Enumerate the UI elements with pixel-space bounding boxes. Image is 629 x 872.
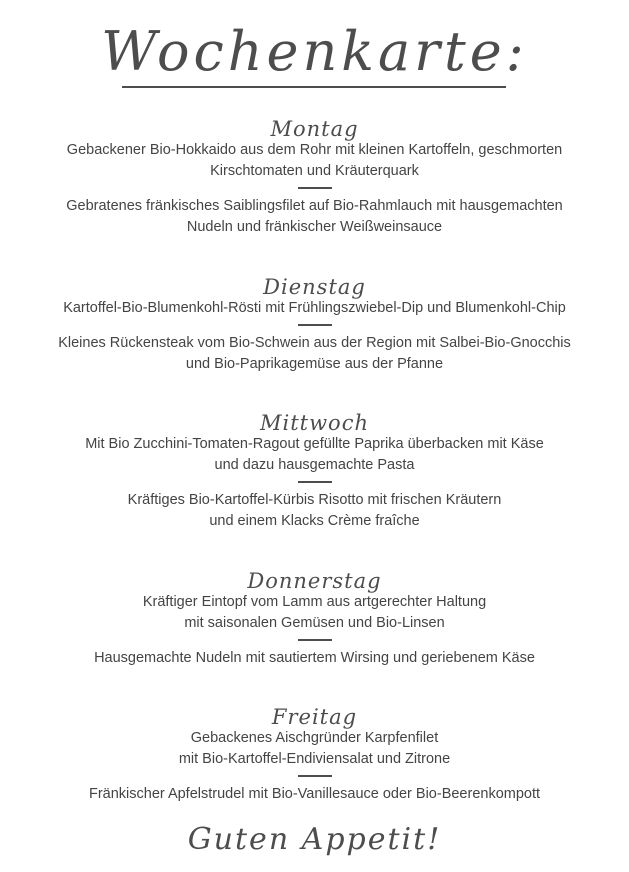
dish-1 xyxy=(0,728,629,770)
menu-title: Wochenkarte: xyxy=(101,20,528,83)
dish-1 xyxy=(0,592,629,634)
dish-1 xyxy=(0,298,629,319)
dish-line: mit saisonalen Gemüsen und Bio-Linsen xyxy=(184,615,445,631)
dish-line: und einem Klacks Crème fraîche xyxy=(209,513,420,529)
closing-greeting: Guten Appetit! xyxy=(187,822,442,857)
dish-line: Kartoffel-Bio-Blumenkohl-Rösti mit Frühlingszwiebel-Dip und Blumenkohl-Chip xyxy=(63,300,566,316)
separator xyxy=(298,324,332,326)
title-underline xyxy=(122,86,506,88)
dish-1 xyxy=(0,140,629,182)
dish-line: Kräftiger Eintopf vom Lamm aus artgerechter Haltung xyxy=(142,594,487,610)
separator xyxy=(298,481,332,483)
dish-2 xyxy=(0,333,629,375)
dish-2 xyxy=(0,784,629,805)
dish-line: mit Bio-Kartoffel-Endiviensalat und Zitrone xyxy=(178,751,451,767)
dish-line: Nudeln und fränkischer Weißweinsauce xyxy=(186,219,443,235)
day-friday xyxy=(0,706,629,805)
dish-2 xyxy=(0,490,629,532)
day-name: Donnerstag xyxy=(247,569,382,593)
dish-2 xyxy=(0,648,629,669)
day-tuesday xyxy=(0,276,629,375)
dish-line: Fränkischer Apfelstrudel mit Bio-Vanillesauce oder Bio-Beerenkompott xyxy=(88,786,541,802)
dish-line: Gebackenes Aischgründer Karpfenfilet xyxy=(190,730,439,746)
dish-line: Gebackener Bio-Hokkaido aus dem Rohr mit kleinen Kartoffeln, geschmorten xyxy=(66,142,563,158)
day-name: Mittwoch xyxy=(259,411,369,435)
separator xyxy=(298,639,332,641)
dish-2 xyxy=(0,196,629,238)
day-name: Dienstag xyxy=(263,275,366,299)
separator xyxy=(298,775,332,777)
day-monday xyxy=(0,118,629,238)
dish-1 xyxy=(0,434,629,476)
dish-line: und Bio-Paprikagemüse aus der Pfanne xyxy=(185,356,444,372)
dish-line: und dazu hausgemachte Pasta xyxy=(214,457,415,473)
day-wednesday xyxy=(0,412,629,532)
day-name: Freitag xyxy=(271,705,358,729)
dish-line: Kirschtomaten und Kräuterquark xyxy=(210,163,419,179)
day-thursday xyxy=(0,570,629,669)
dish-line: Kleines Rückensteak vom Bio-Schwein aus der Region mit Salbei-Bio-Gnocchis xyxy=(58,335,571,351)
dish-line: Kräftiges Bio-Kartoffel-Kürbis Risotto mit frischen Kräutern xyxy=(127,492,502,508)
dish-line: Mit Bio Zucchini-Tomaten-Ragout gefüllte Paprika überbacken mit Käse xyxy=(85,436,544,452)
dish-line: Hausgemachte Nudeln mit sautiertem Wirsing und geriebenem Käse xyxy=(94,650,535,666)
day-name: Montag xyxy=(270,117,359,141)
dish-line: Gebratenes fränkisches Saiblingsfilet auf Bio-Rahmlauch mit hausgemachten xyxy=(66,198,563,214)
separator xyxy=(298,187,332,189)
